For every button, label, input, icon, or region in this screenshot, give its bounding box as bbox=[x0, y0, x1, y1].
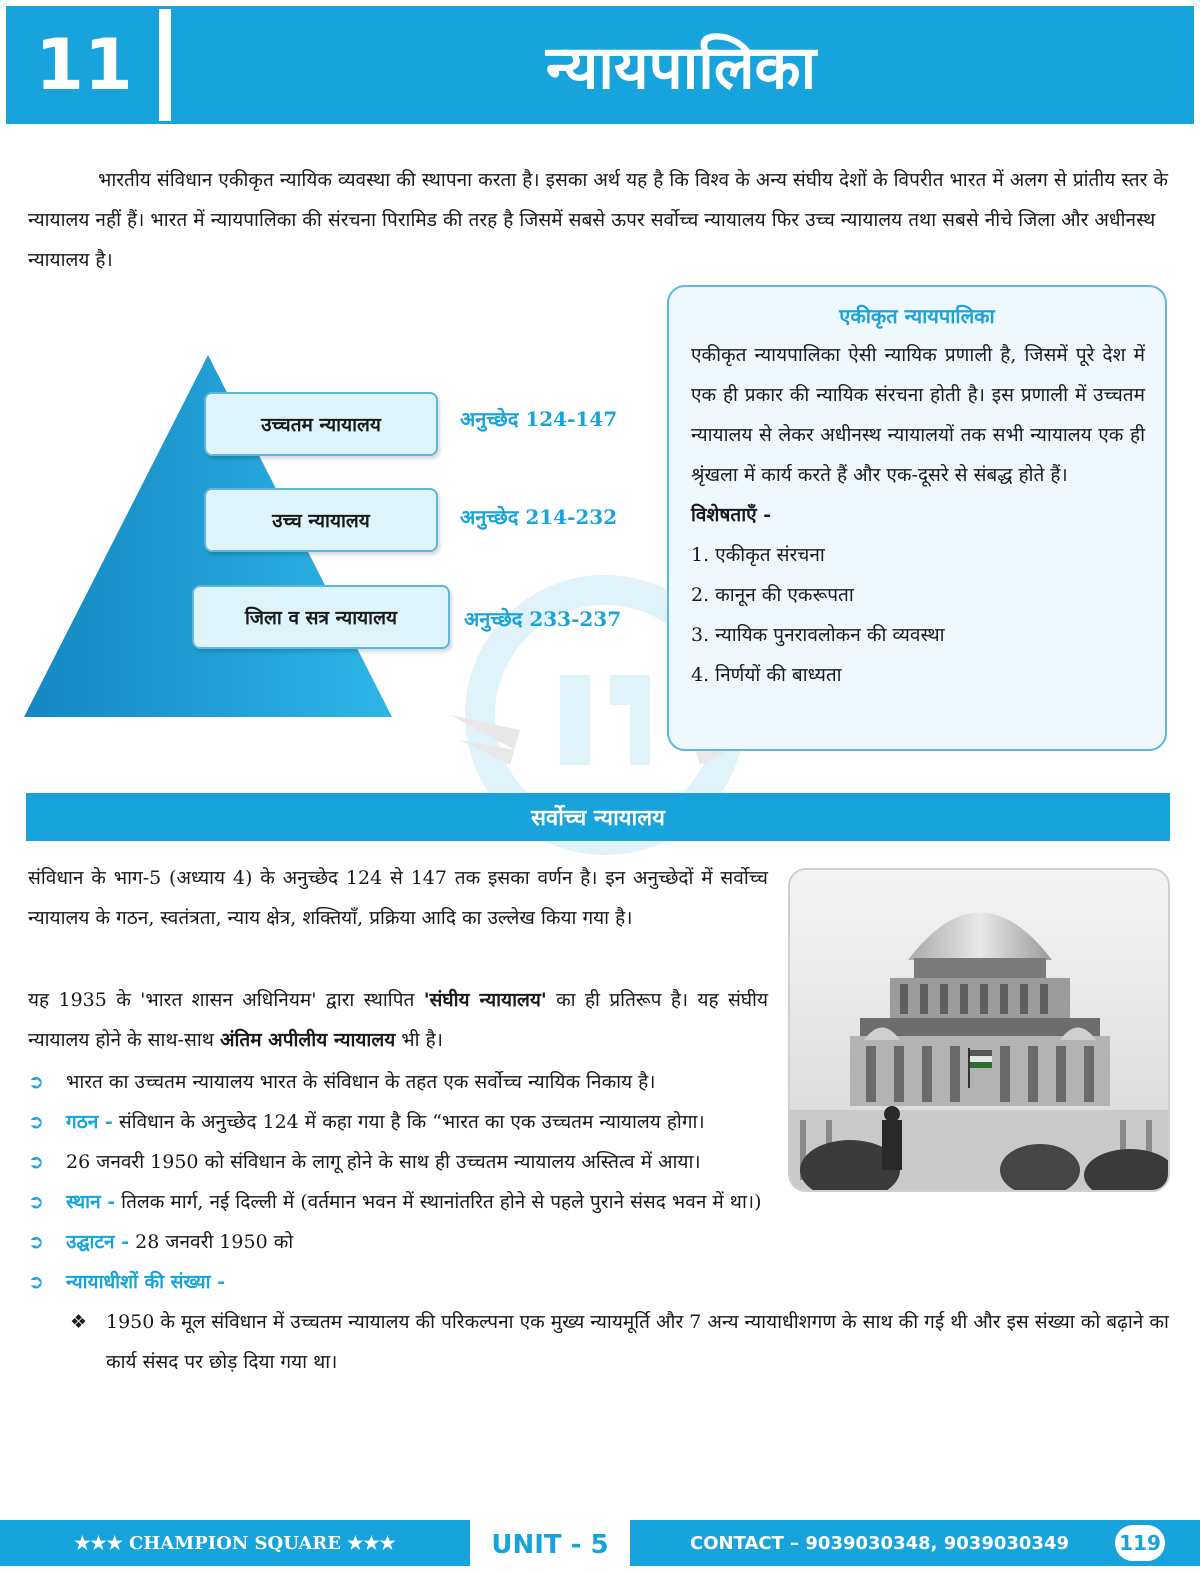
list-item: ➲ भारत का उच्चतम न्यायालय भारत के संविधान के तहत एक सर्वोच्च न्यायिक निकाय है। bbox=[28, 1062, 768, 1102]
intro-text: भारतीय संविधान एकीकृत न्यायिक व्यवस्था की स्थापना करता है। इसका अर्थ यह है कि विश्व के अन्य संघीय देशों के विपरीत भारत में अलग से प्रांतीय स्तर के न्यायालय नहीं हैं। भारत में न्यायपालिका की संरचना पिरामिड की तरह है जिसमें सबसे ऊपर सर्वोच्च न्यायालय फिर उच्च न्यायालय तथा सबसे नीचे जिला और अधीनस्थ bbox=[28, 169, 1168, 231]
chapter-title: न्यायपालिका bbox=[171, 9, 1191, 121]
footer-contact: CONTACT – 9039030348, 9039030349 bbox=[630, 1520, 1200, 1566]
intro-paragraph bbox=[28, 160, 1168, 280]
list-item: ➲ 26 जनवरी 1950 को संविधान के लागू होने के साथ ही उच्चतम न्यायालय अस्तित्व में आया। bbox=[28, 1142, 1178, 1182]
arrow-bullet-icon: ➲ bbox=[28, 1151, 44, 1173]
chapter-header bbox=[6, 6, 1194, 124]
article-supreme-court: अनुच्छेद 124-147 bbox=[460, 407, 618, 431]
integrated-judiciary-box bbox=[667, 285, 1167, 751]
article-district-court: अनुच्छेद 233-237 bbox=[464, 607, 622, 631]
arrow-bullet-icon: ➲ bbox=[28, 1191, 44, 1213]
list-item: ➲ उद्घाटन - 28 जनवरी 1950 को bbox=[28, 1222, 1178, 1262]
level-supreme-court: उच्चतम न्यायालय bbox=[204, 392, 438, 456]
footer-unit: UNIT - 5 bbox=[470, 1520, 630, 1570]
arrow-bullet-icon: ➲ bbox=[28, 1071, 44, 1093]
level-high-court: उच्च न्यायालय bbox=[204, 488, 438, 552]
features-list bbox=[691, 535, 1165, 695]
supreme-court-facts bbox=[28, 1062, 1178, 1382]
diamond-bullet-icon: ❖ bbox=[70, 1311, 88, 1333]
infobox-body: एकीकृत न्यायपालिका ऐसी न्यायिक प्रणाली है, जिसमें पूरे देश में एक ही प्रकार की न्यायिक संरचना होती है। इस प्रणाली में उच्चतम न्यायालय से लेकर अधीनस्थ न्यायालयों तक सभी न्यायालय एक ही श्रृंखला में कार्य करते हैं और एक-दूसरे से संबद्ध होते हैं। bbox=[691, 344, 1145, 486]
arrow-bullet-icon: ➲ bbox=[28, 1111, 44, 1133]
feature-item: 2. कानून की एकरूपता bbox=[691, 584, 854, 606]
list-item: ➲ न्यायाधीशों की संख्या - bbox=[28, 1262, 1178, 1302]
article-high-court: अनुच्छेद 214-232 bbox=[460, 505, 618, 529]
features-heading: विशेषताएँ - bbox=[691, 504, 772, 526]
feature-item: 1. एकीकृत संरचना bbox=[691, 544, 825, 566]
page-footer bbox=[0, 1520, 1200, 1573]
infobox-title: एकीकृत न्यायपालिका bbox=[839, 304, 995, 328]
section-heading: सर्वोच्च न्यायालय bbox=[26, 793, 1170, 841]
supreme-court-para-2: यह 1935 के 'भारत शासन अधिनियम' द्वारा स्थापित 'संघीय न्यायालय' का ही प्रतिरूप है। यह संघीय न्यायालय होने के साथ-साथ अंतिम अपीलीय न्यायालय भी है। bbox=[28, 989, 768, 1051]
feature-item: 4. निर्णयों की बाध्यता bbox=[691, 664, 842, 686]
level-district-court: जिला व सत्र न्यायालय bbox=[192, 585, 450, 649]
arrow-bullet-icon: ➲ bbox=[28, 1271, 44, 1293]
court-pyramid bbox=[20, 355, 660, 725]
arrow-bullet-icon: ➲ bbox=[28, 1231, 44, 1253]
page-number: 119 bbox=[1112, 1522, 1168, 1564]
feature-item: 3. न्यायिक पुनरावलोकन की व्यवस्था bbox=[691, 624, 945, 646]
list-item: ➲ गठन - संविधान के अनुच्छेद 124 में कहा गया है कि “भारत का एक उच्चतम न्यायालय होगा। bbox=[28, 1102, 768, 1142]
chapter-number: 11 bbox=[9, 9, 159, 121]
sub-list-item: ❖ 1950 के मूल संविधान में उच्चतम न्यायालय की परिकल्पना एक मुख्य न्यायमूर्ति और 7 अन्य न्यायाधीशगण के साथ की गई थी और इस संख्या को बढ़ाने का कार्य संसद पर छोड़ दिया गया था। bbox=[28, 1302, 1178, 1382]
list-item: ➲ स्थान - तिलक मार्ग, नई दिल्ली में (वर्तमान भवन में स्थानांतरित होने से पहले पुराने संसद भवन में था।) bbox=[28, 1182, 1178, 1222]
intro-text-end: न्यायालय है। bbox=[28, 249, 113, 271]
supreme-court-para-1: संविधान के भाग-5 (अध्याय 4) के अनुच्छेद 124 से 147 तक इसका वर्णन है। इन अनुच्छेदों में सर्वोच्च न्यायालय के गठन, स्वतंत्रता, न्याय क्षेत्र, शक्तियाँ, प्रक्रिया आदि का उल्लेख किया गया है। bbox=[28, 867, 768, 929]
footer-brand: ★★★ CHAMPION SQUARE ★★★ bbox=[0, 1520, 470, 1566]
